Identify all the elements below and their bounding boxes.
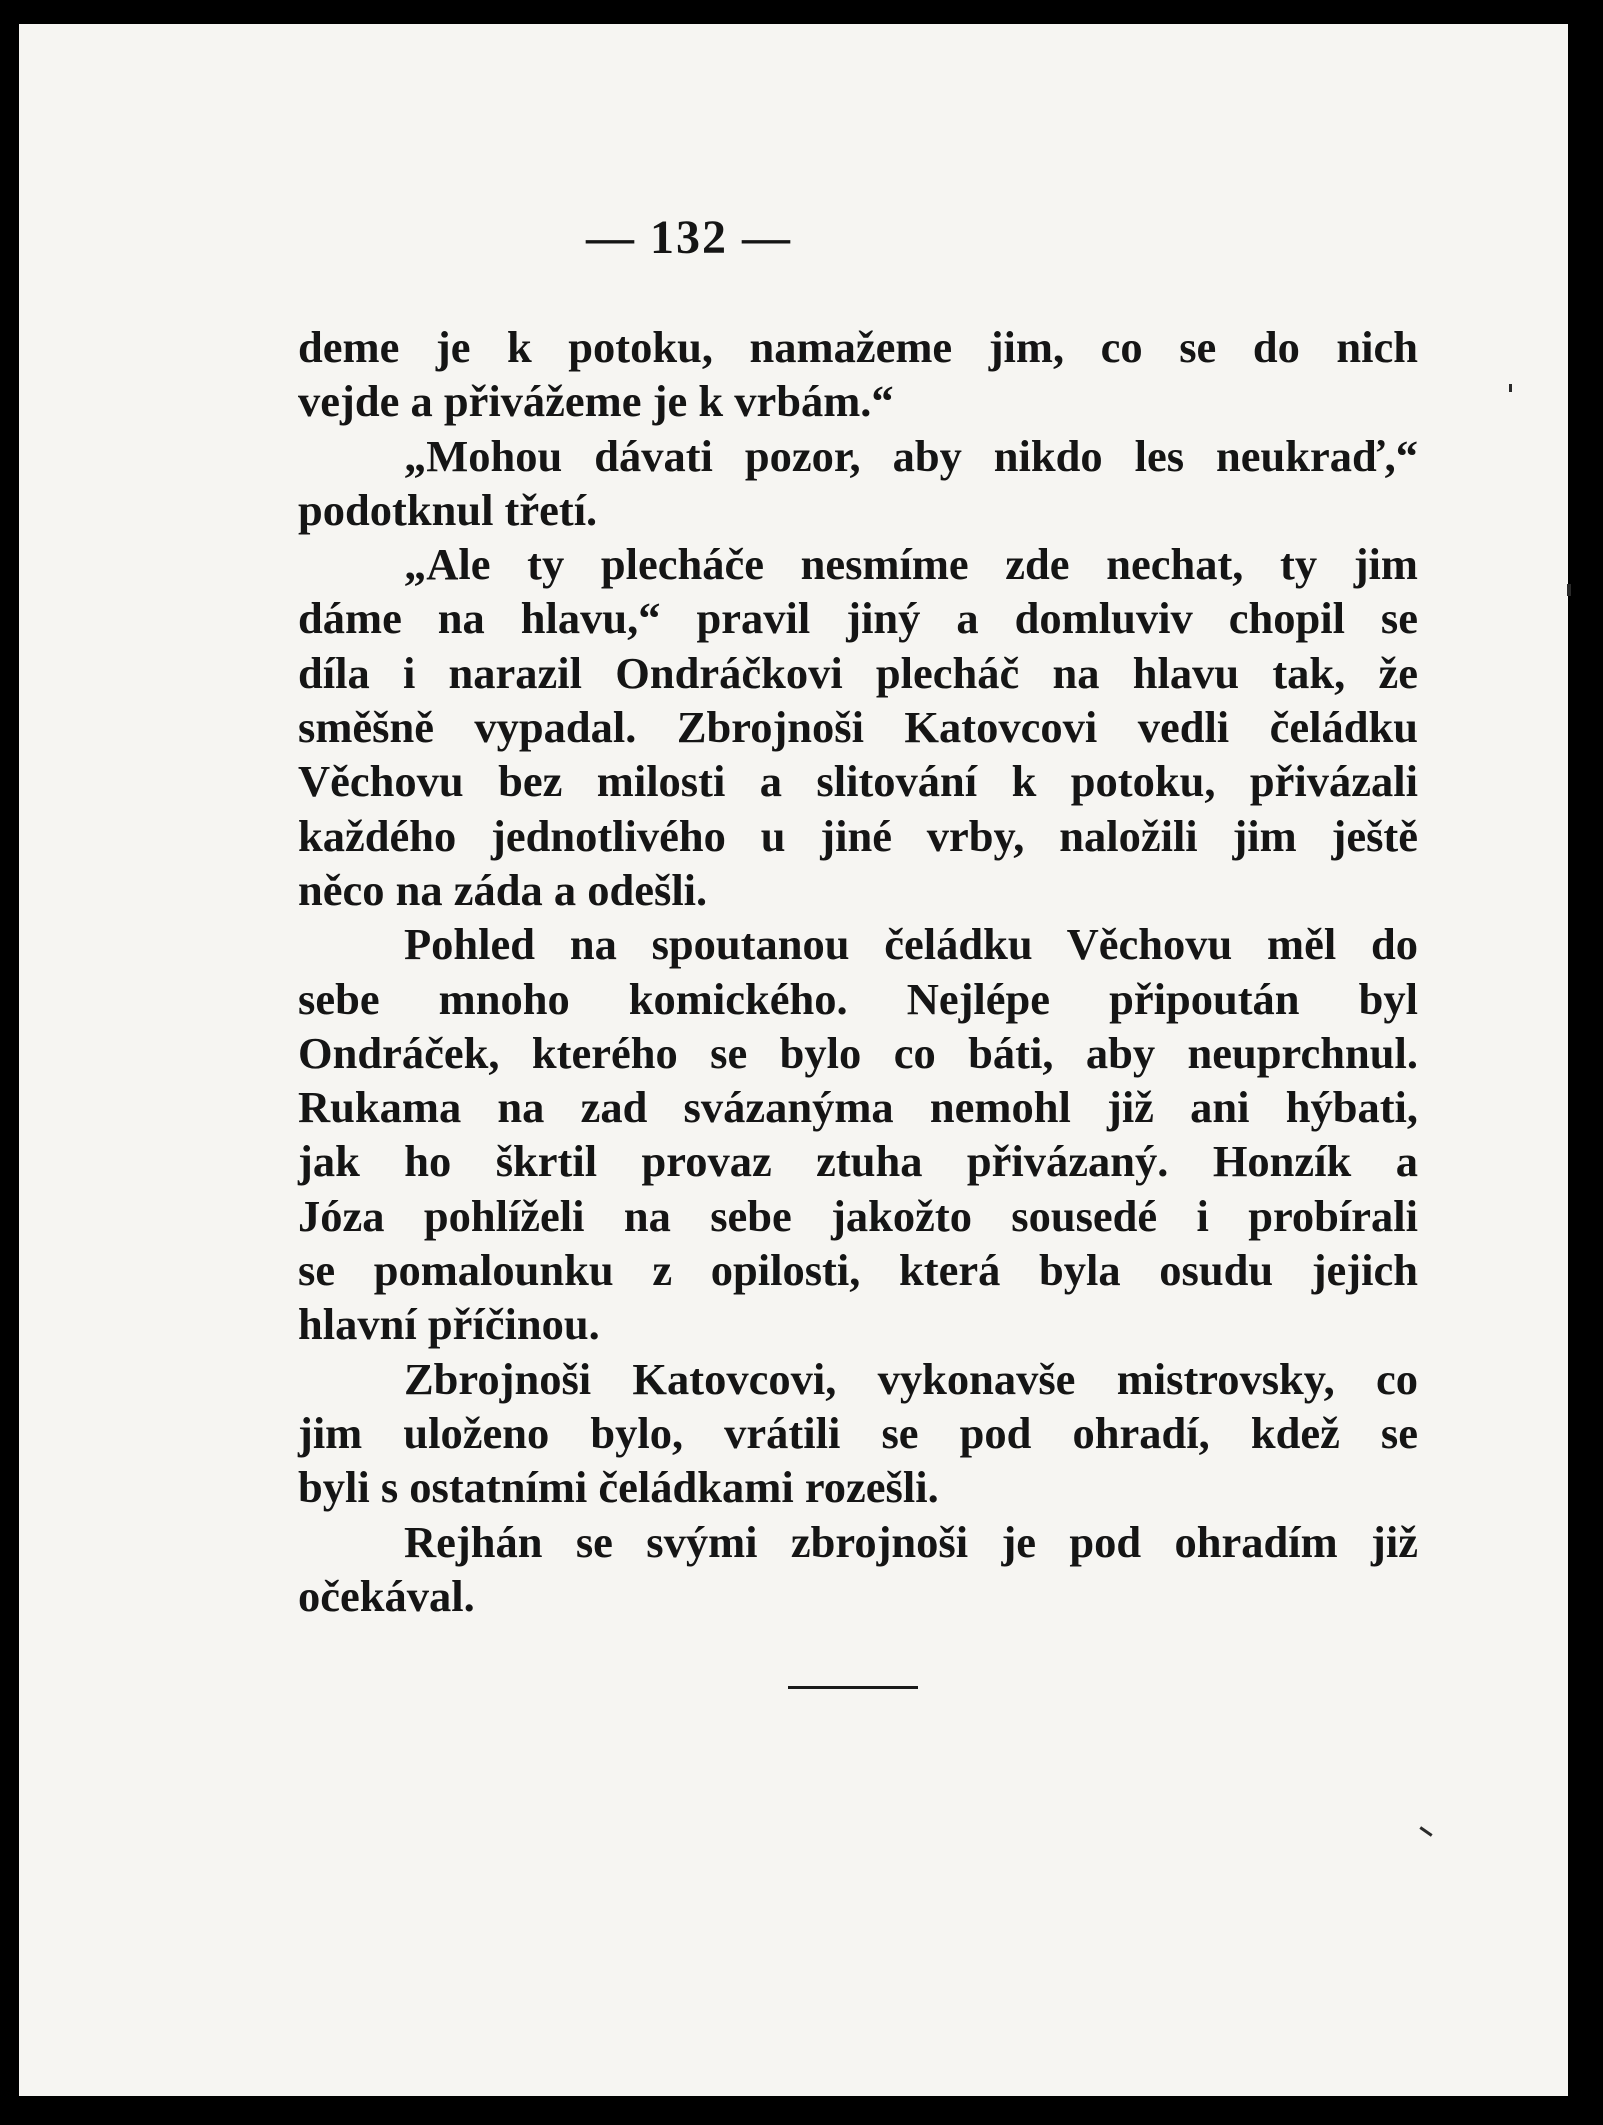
text-line: Věchovu bez milosti a slitování k potoku, přivázali bbox=[298, 756, 1418, 807]
text-line: byli s ostatními čeládkami rozešli. bbox=[298, 1462, 939, 1513]
text-line: díla i narazil Ondráčkovi plecháč na hlavu tak, že bbox=[298, 647, 1418, 698]
page-text bbox=[298, 320, 1418, 1623]
text-line: podotknul třetí. bbox=[298, 484, 598, 535]
text-line: Rukama na zad svázanýma nemohl již ani hýbati, bbox=[298, 1082, 1418, 1133]
text-line: Rejhán se svými zbrojnoši je pod ohradím již bbox=[404, 1516, 1418, 1567]
text-line: hlavní příčinou. bbox=[298, 1299, 600, 1350]
text-line: „Mohou dávati pozor, aby nikdo les neukraď,“ bbox=[404, 430, 1418, 481]
text-line: dáme na hlavu,“ pravil jiný a domluviv chopil se bbox=[298, 593, 1418, 644]
text-line: „Ale ty plecháče nesmíme zde nechat, ty jim bbox=[404, 539, 1418, 590]
scan-speck bbox=[1419, 1826, 1432, 1836]
text-line: směšně vypadal. Zbrojnoši Katovcovi vedli čeládku bbox=[298, 702, 1418, 753]
text-line: Józa pohlíželi na sebe jakožto sousedé i probírali bbox=[298, 1190, 1418, 1241]
text-line: Zbrojnoši Katovcovi, vykonavše mistrovsky, co bbox=[404, 1353, 1418, 1404]
text-line: sebe mnoho komického. Nejlépe připoután byl bbox=[298, 973, 1418, 1024]
text-line: jim uloženo bylo, vrátili se pod ohradí, kdež se bbox=[298, 1407, 1418, 1458]
text-line: každého jednotlivého u jiné vrby, naložili jim ještě bbox=[298, 810, 1418, 861]
chapter-end-rule bbox=[788, 1686, 918, 1689]
book-page bbox=[19, 24, 1568, 2096]
page-number: — 132 — bbox=[586, 211, 792, 264]
text-line: Pohled na spoutanou čeládku Věchovu měl do bbox=[404, 919, 1418, 970]
scan-speck bbox=[1509, 384, 1512, 392]
text-line: se pomalounku z opilosti, která byla osudu jejich bbox=[298, 1245, 1418, 1296]
text-line: deme je k potoku, namažeme jim, co se do nich bbox=[298, 322, 1418, 372]
text-line: očekával. bbox=[298, 1570, 475, 1621]
text-line: jak ho škrtil provaz ztuha přivázaný. Honzík a bbox=[298, 1136, 1418, 1187]
text-line: Ondráček, kterého se bylo co báti, aby neuprchnul. bbox=[298, 1027, 1418, 1078]
scan-speck bbox=[1567, 584, 1571, 596]
text-line: vejde a přivážeme je k vrbám.“ bbox=[298, 376, 894, 427]
text-line: něco na záda a odešli. bbox=[298, 864, 708, 915]
